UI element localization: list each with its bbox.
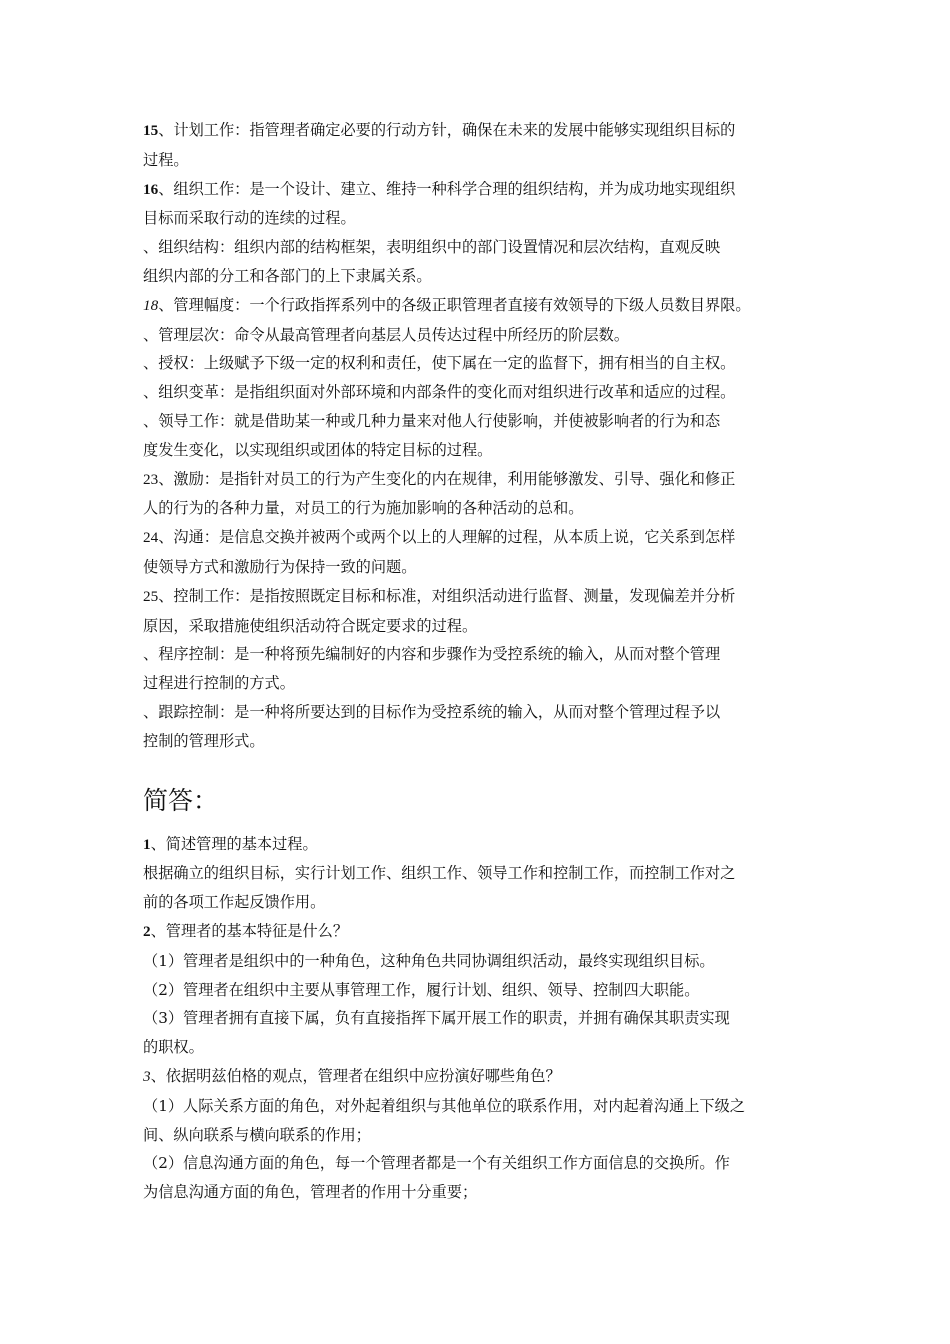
item-number: 23 bbox=[143, 470, 159, 488]
item-text: 、组织结构：组织内部的结构框架，表明组织中的部门设置情况和层次结构，直观反映 bbox=[143, 238, 721, 257]
item-text: 、跟踪控制：是一种将所要达到的目标作为受控系统的输入，从而对整个管理过程予以 bbox=[143, 702, 721, 721]
text-line bbox=[143, 1121, 815, 1150]
item-text: 、简述管理的基本过程。 bbox=[150, 834, 318, 853]
answer-paragraph bbox=[143, 917, 815, 947]
item-number: 18 bbox=[143, 296, 159, 314]
text-line bbox=[143, 859, 815, 888]
item-text: 、管理幅度：一个行政指挥系列中的各级正职管理者直接有效领导的下级人员数目界限。 bbox=[158, 295, 751, 314]
answers-section bbox=[143, 830, 815, 1207]
answer-paragraph bbox=[143, 1062, 815, 1092]
text-line bbox=[143, 1062, 815, 1092]
text-line bbox=[143, 407, 815, 436]
item-number: 1 bbox=[143, 835, 151, 853]
item-text: 控制的管理形式。 bbox=[143, 731, 265, 750]
text-line bbox=[143, 1178, 815, 1207]
text-line bbox=[143, 291, 815, 321]
item-text: （2）信息沟通方面的角色，每一个管理者都是一个有关组织工作方面信息的交换所。作 bbox=[143, 1154, 730, 1173]
text-line bbox=[143, 349, 815, 378]
item-text: （1）人际关系方面的角色，对外起着组织与其他单位的联系作用，对内起着沟通上下级之 bbox=[143, 1096, 745, 1115]
text-line bbox=[143, 465, 815, 495]
text-line bbox=[143, 262, 815, 291]
text-line bbox=[143, 1004, 815, 1033]
item-number: 16 bbox=[143, 180, 159, 198]
text-line bbox=[143, 640, 815, 669]
answer-paragraph bbox=[143, 976, 815, 1005]
text-line bbox=[143, 523, 815, 553]
definition-paragraph bbox=[143, 640, 815, 698]
definition-paragraph bbox=[143, 116, 815, 175]
definition-paragraph bbox=[143, 582, 815, 641]
definition-paragraph bbox=[143, 175, 815, 234]
definition-paragraph bbox=[143, 378, 815, 407]
item-text: 为信息沟通方面的角色，管理者的作用十分重要； bbox=[143, 1183, 478, 1202]
answer-paragraph bbox=[143, 830, 815, 860]
text-line bbox=[143, 830, 815, 860]
item-text: 、授权：上级赋予下级一定的权利和责任，使下属在一定的监督下，拥有相当的自主权。 bbox=[143, 354, 736, 373]
text-line bbox=[143, 1149, 815, 1178]
text-line bbox=[143, 888, 815, 917]
text-line bbox=[143, 204, 815, 233]
item-text: （1）管理者是组织中的一种角色，这种角色共同协调组织活动，最终实现组织目标。 bbox=[143, 951, 715, 970]
definitions-section bbox=[143, 116, 815, 756]
definition-paragraph bbox=[143, 698, 815, 756]
definition-paragraph bbox=[143, 465, 815, 524]
item-text: 、组织工作：是一个设计、建立、维持一种科学合理的组织结构，并为成功地实现组织 bbox=[158, 179, 736, 198]
item-text: 、管理层次：命令从最高管理者向基层人员传达过程中所经历的阶层数。 bbox=[143, 325, 629, 344]
item-text: 使领导方式和激励行为保持一致的问题。 bbox=[143, 557, 417, 576]
text-line bbox=[143, 321, 815, 350]
item-text: 前的各项工作起反馈作用。 bbox=[143, 893, 326, 912]
item-text: 、沟通：是信息交换并被两个或两个以上的人理解的过程，从本质上说，它关系到怎样 bbox=[158, 528, 736, 547]
document-page bbox=[143, 116, 815, 1207]
item-text: 度发生变化，以实现组织或团体的特定目标的过程。 bbox=[143, 440, 493, 459]
answer-paragraph bbox=[143, 947, 815, 976]
answer-paragraph bbox=[143, 1004, 815, 1062]
definition-paragraph bbox=[143, 407, 815, 465]
text-line bbox=[143, 175, 815, 205]
text-line bbox=[143, 494, 815, 523]
text-line bbox=[143, 378, 815, 407]
item-text: （2）管理者在组织中主要从事管理工作，履行计划、组织、领导、控制四大职能。 bbox=[143, 980, 700, 999]
definition-paragraph bbox=[143, 523, 815, 582]
text-line bbox=[143, 698, 815, 727]
item-text: 、计划工作：指管理者确定必要的行动方针，确保在未来的发展中能够实现组织目标的 bbox=[158, 121, 736, 139]
text-line bbox=[143, 436, 815, 465]
answer-paragraph bbox=[143, 1092, 815, 1150]
item-text: 、依据明兹伯格的观点，管理者在组织中应扮演好哪些角色？ bbox=[150, 1066, 561, 1085]
text-line bbox=[143, 233, 815, 262]
item-text: 组织内部的分工和各部门的上下隶属关系。 bbox=[143, 266, 432, 285]
text-line bbox=[143, 116, 815, 146]
section-heading: 简答： bbox=[143, 785, 219, 815]
text-line bbox=[143, 1092, 815, 1121]
text-line bbox=[143, 727, 815, 756]
text-line bbox=[143, 146, 815, 175]
item-text: 间、纵向联系与横向联系的作用； bbox=[143, 1125, 371, 1144]
definition-paragraph bbox=[143, 291, 815, 321]
item-text: 过程进行控制的方式。 bbox=[143, 674, 295, 693]
definition-paragraph bbox=[143, 233, 815, 291]
item-number: 2 bbox=[143, 922, 151, 940]
item-text: 人的行为的各种力量，对员工的行为施加影响的各种活动的总和。 bbox=[143, 499, 584, 518]
text-line bbox=[143, 1033, 815, 1062]
item-number: 3 bbox=[143, 1067, 151, 1085]
item-number: 15 bbox=[143, 122, 159, 139]
answer-paragraph bbox=[143, 859, 815, 917]
text-line bbox=[143, 947, 815, 976]
item-number: 24 bbox=[143, 529, 159, 547]
definition-paragraph bbox=[143, 321, 815, 350]
item-text: 、程序控制：是一种将预先编制好的内容和步骤作为受控系统的输入，从而对整个管理 bbox=[143, 645, 721, 664]
item-text: 原因，采取措施使组织活动符合既定要求的过程。 bbox=[143, 616, 478, 635]
answer-paragraph bbox=[143, 1149, 815, 1207]
item-text: 、领导工作：就是借助某一种或几种力量来对他人行使影响，并使被影响者的行为和态 bbox=[143, 411, 721, 430]
item-text: 、管理者的基本特征是什么？ bbox=[150, 921, 349, 940]
text-line bbox=[143, 612, 815, 641]
text-line bbox=[143, 917, 815, 947]
item-text: 目标而采取行动的连续的过程。 bbox=[143, 209, 356, 228]
item-text: 、控制工作：是指按照既定目标和标准，对组织活动进行监督、测量，发现偏差并分析 bbox=[158, 586, 736, 605]
item-text: （3）管理者拥有直接下属，负有直接指挥下属开展工作的职责，并拥有确保其职责实现 bbox=[143, 1009, 730, 1028]
item-text: 过程。 bbox=[143, 150, 189, 169]
item-text: 根据确立的组织目标，实行计划工作、组织工作、领导工作和控制工作，而控制工作对之 bbox=[143, 864, 736, 883]
text-line bbox=[143, 669, 815, 698]
item-number: 25 bbox=[143, 587, 159, 605]
item-text: 、组织变革：是指组织面对外部环境和内部条件的变化而对组织进行改革和适应的过程。 bbox=[143, 383, 736, 402]
item-text: 的职权。 bbox=[143, 1038, 204, 1057]
definition-paragraph bbox=[143, 349, 815, 378]
text-line bbox=[143, 582, 815, 612]
text-line bbox=[143, 976, 815, 1005]
item-text: 、激励：是指针对员工的行为产生变化的内在规律，利用能够激发、引导、强化和修正 bbox=[158, 469, 736, 488]
text-line bbox=[143, 553, 815, 582]
